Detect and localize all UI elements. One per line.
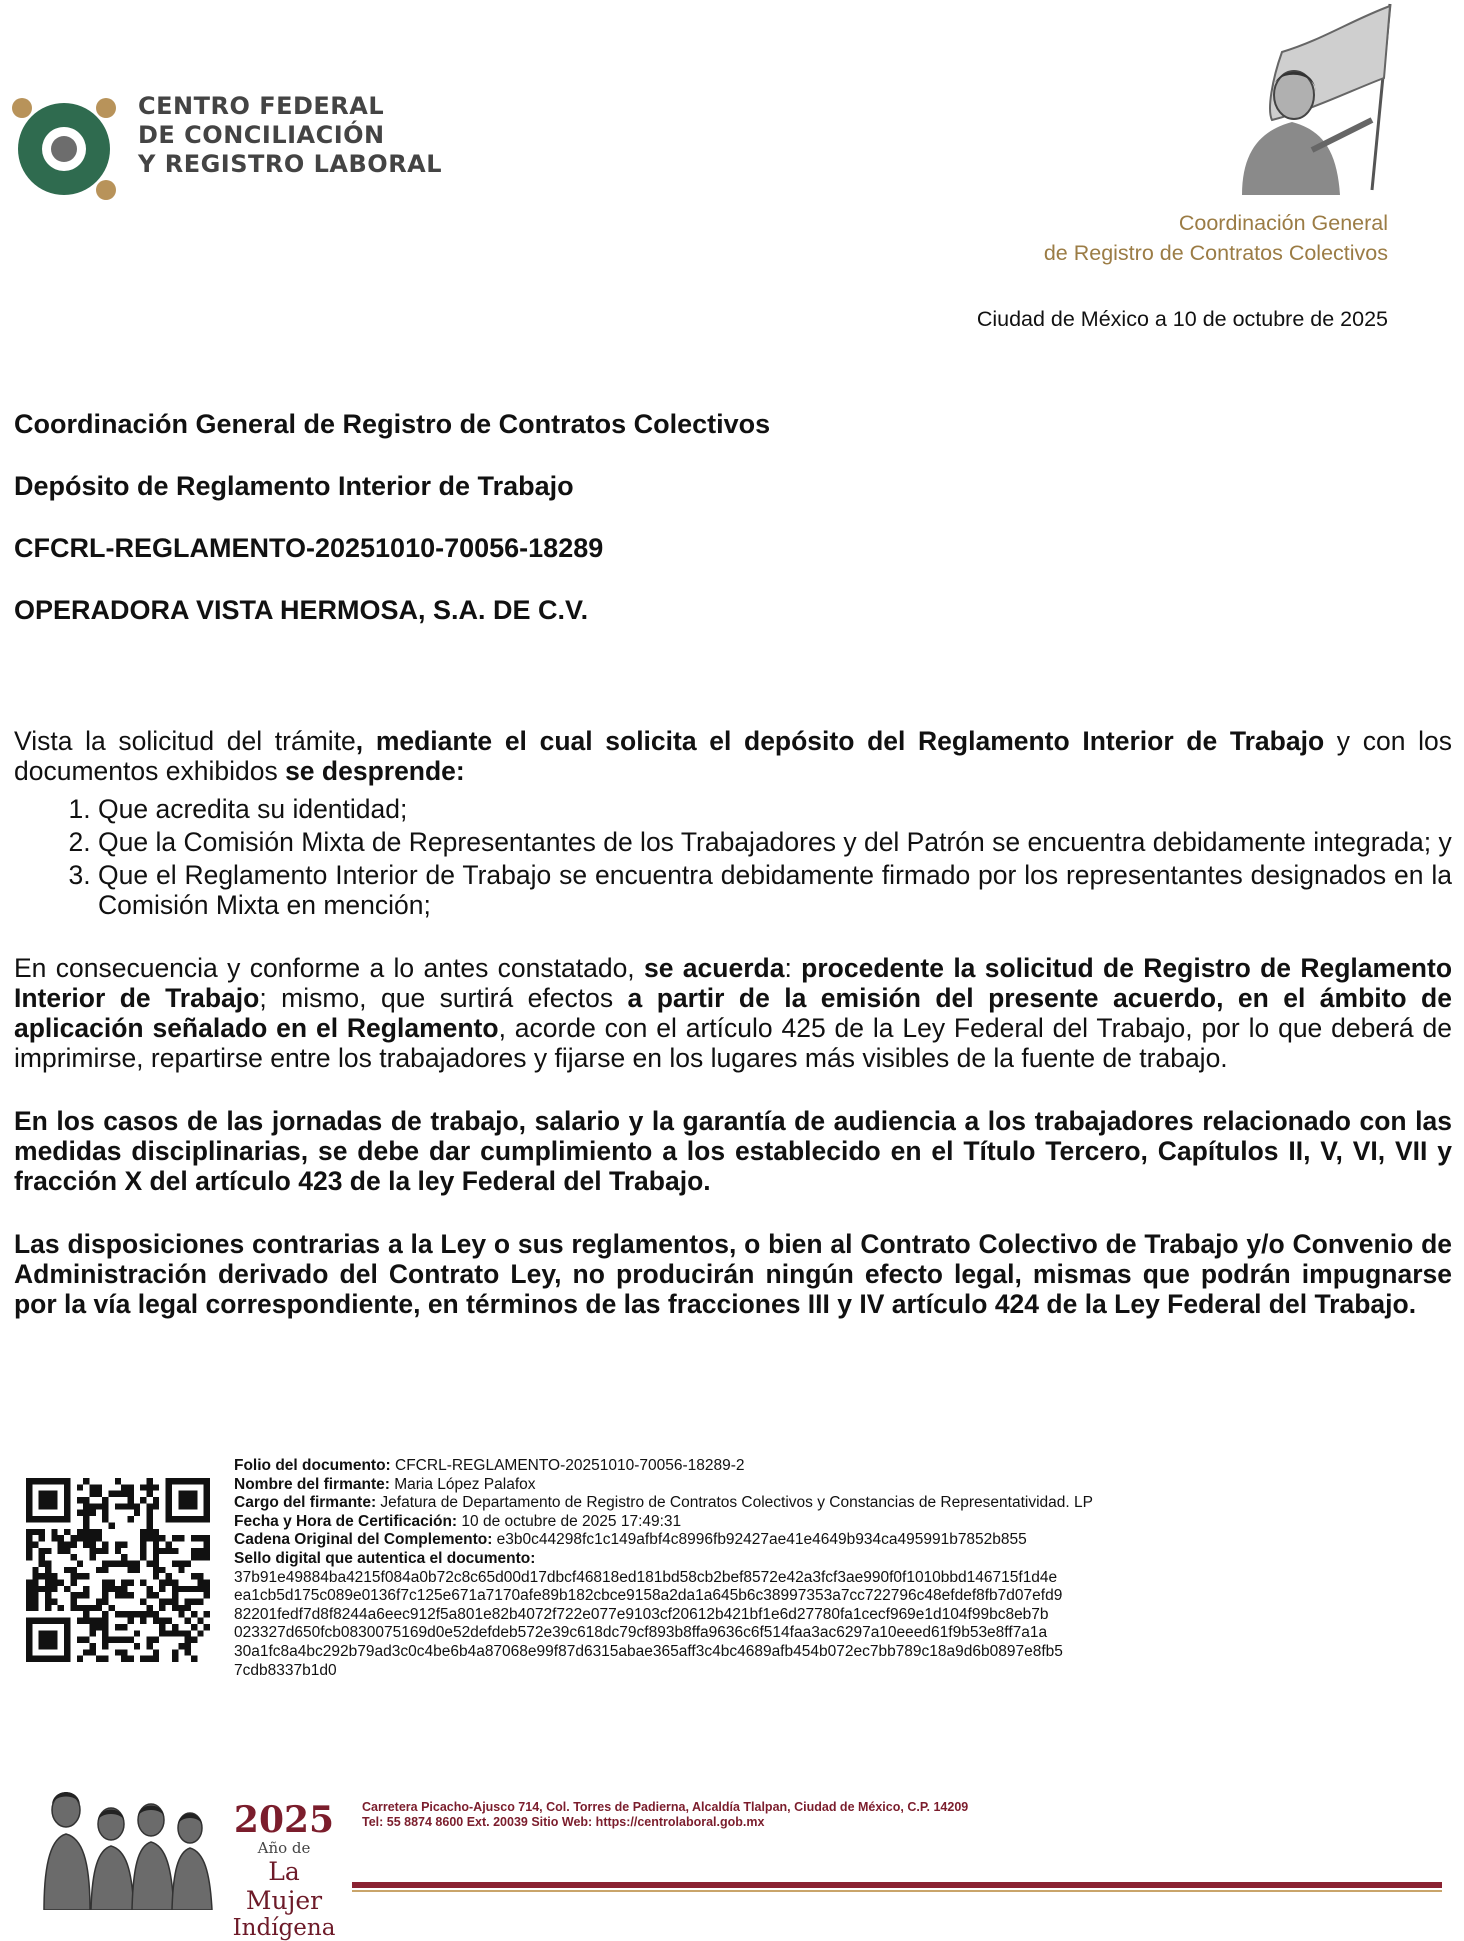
heroine-with-flag-illustration (1212, 0, 1412, 195)
intro-text-2: , mediante el cual solicita el depósito del Reglamento Interior de Trabajo (355, 726, 1325, 756)
intro-text-4: se desprende: (285, 756, 465, 786)
original-chain-value: e3b0c44298fc1c149afbf4c8996fb92427ae41e4649b934ca495991b7852b855 (492, 1531, 1027, 1549)
signer-position-row (234, 1494, 1093, 1513)
cfcrl-logo (8, 92, 458, 192)
seal-line: 82201fedf7d8f8244a6eec912f5a801e82b4072f722e077e9103cf20612b421bf1e6d27780fa1cecf969e1d104f99bc8eb7b (234, 1605, 1049, 1623)
signer-name-row (234, 1476, 1093, 1495)
resolution-text-4: procedente la solicitud de Registro de Reglamento Interior de Trabajo (14, 953, 1453, 1013)
coordination-line-2: de Registro de Contratos Colectivos (1043, 241, 1388, 265)
jornadas-text: En los casos de las jornadas de trabajo, salario y la garantía de audiencia a los trabajadores relacionado con las medidas disciplinarias, se debe dar cumplimiento a los establecido en el Título Tercero, Capítulos II, V, VI, VII y fracción X del artículo 423 de la ley Federal del Trabajo. (14, 1106, 1452, 1196)
year-line-2: Indígena (232, 1915, 336, 1941)
folio-row (234, 1457, 1093, 1476)
original-chain-label: Cadena Original del Complemento: (234, 1531, 493, 1549)
seal-line: 023327d650fcb0830075169d0e52defdeb572e39c618dc79cf893b8ffa9636c6f514faa3ac6297a10eeed61f9b53e8ff7a1a (234, 1624, 1048, 1642)
original-chain-row (234, 1531, 1093, 1550)
certification-datetime-row (234, 1513, 1093, 1532)
footer-phone-website: Tel: 55 8874 8600 Ext. 20039 Sitio Web: https://centrolaboral.gob.mx (362, 1815, 765, 1829)
folio-label: Folio del documento: (234, 1457, 391, 1474)
indigenous-women-illustration (36, 1780, 216, 1910)
resolution-paragraph (14, 953, 1452, 1073)
intro-paragraph (14, 726, 1452, 786)
disposiciones-text: Las disposiciones contrarias a la Ley o sus reglamentos, o bien al Contrato Colectivo de Trabajo y/o Convenio de Administración derivado del Contrato Ley, no producirán ningún efecto legal, mismas que podrán impugnarse por la vía legal correspondiente, en términos de las fracciones III y IV artículo 424 de la Ley Federal del Trabajo. (14, 1229, 1452, 1319)
logo-line-2: DE CONCILIACIÓN (138, 121, 385, 149)
list-item: 3. Que el Reglamento Interior de Trabajo se encuentra debidamente firmado por los representantes designados en la Comisión Mixta en mención; (98, 860, 1452, 920)
cfcrl-emblem-icon (8, 94, 128, 204)
year-number: 2025 (233, 1799, 335, 1841)
resolution-text-1: En consecuencia y conforme a lo antes constatado, (14, 953, 644, 983)
findings-list (14, 794, 1452, 920)
footer-contact (362, 1800, 968, 1830)
jornadas-paragraph (14, 1106, 1452, 1196)
resolution-text-2: se acuerda (644, 953, 785, 983)
intro-text-3: y con los documentos exhibidos (14, 726, 1452, 786)
logo-line-3: Y REGISTRO LABORAL (138, 150, 443, 178)
folio-value: CFCRL-REGLAMENTO-20251010-70056-18289-2 (390, 1457, 745, 1474)
year-subtitle: Año de (257, 1839, 311, 1857)
intro-text-1: Vista la solicitud del trámite (14, 726, 356, 756)
logo-wordmark (138, 92, 442, 179)
heading-coordination: Coordinación General de Registro de Contratos Colectivos (14, 409, 771, 439)
year-line-1: La Mujer (245, 1857, 323, 1915)
heading-deposit: Depósito de Reglamento Interior de Trabajo (14, 471, 574, 501)
document-headings (14, 408, 1454, 656)
seal-line: 30a1fc8a4bc292b79ad3c0c4be6b4a87068e99f87d6315abae365aff3c4bc4689afb454b072ec7bb789c18a9d6b0897e8fb5 (234, 1642, 1063, 1660)
list-item: 1. Que acredita su identidad; (98, 794, 1452, 824)
signer-name-label: Nombre del firmante: (234, 1475, 390, 1493)
coordination-letterhead (1044, 208, 1388, 268)
digital-seal-label-row (234, 1550, 1093, 1569)
footer-divider (352, 1882, 1442, 1888)
resolution-text-6: a partir de la emisión del presente acuerdo, en el ámbito de aplicación señalado en el Reglamento (14, 983, 1452, 1043)
seal-line: ea1cb5d175c089e0136f7c125e671a7170afe89b182cbce9158a2da1a645b6c38997353a7cc722796c48efdef8fb7d07efd9 (234, 1587, 1063, 1605)
heading-folio: CFCRL-REGLAMENTO-20251010-70056-18289 (14, 533, 604, 563)
signer-name-value: Maria López Palafox (389, 1475, 536, 1493)
digital-seal-label: Sello digital que autentica el documento: (234, 1549, 536, 1567)
signer-position-value: Jefatura de Departamento de Registro de Contratos Colectivos y Constancias de Representatividad. LP (376, 1494, 1093, 1512)
disposiciones-paragraph (14, 1229, 1452, 1319)
seal-line: 37b91e49884ba4215f084a0b72c8c65d00d17dbcf46818ed181bd58cb2bef8572e42a3fcf3ae990f0f1010bbd146715f1d4e (234, 1568, 1058, 1586)
certification-datetime-label: Fecha y Hora de Certificación: (234, 1512, 458, 1530)
seal-line: 7cdb8337b1d0 (234, 1661, 337, 1679)
resolution-text-5: ; mismo, que surtirá efectos (259, 983, 628, 1013)
document-date: Ciudad de México a 10 de octubre de 2025 (976, 307, 1388, 331)
coordination-line-1: Coordinación General (1178, 211, 1388, 235)
digital-signature-block (234, 1457, 1093, 1680)
certification-datetime-value: 10 de octubre de 2025 17:49:31 (457, 1512, 682, 1530)
resolution-text-3: : (784, 953, 802, 983)
signer-position-label: Cargo del firmante: (234, 1494, 377, 1512)
heading-company: OPERADORA VISTA HERMOSA, S.A. DE C.V. (14, 595, 589, 625)
resolution-text-7: , acorde con el artículo 425 de la Ley Federal del Trabajo, por lo que deberá de imprimirse, repartirse entre los trabajadores y fijarse en los lugares más visibles de la fuente de trabajo. (14, 1013, 1452, 1073)
logo-line-1: CENTRO FEDERAL (138, 92, 385, 120)
footer-divider-accent (352, 1890, 1442, 1892)
footer-address: Carretera Picacho-Ajusco 714, Col. Torres de Padierna, Alcaldía Tlalpan, Ciudad de México, C.P. 14209 (362, 1800, 969, 1814)
qr-code (26, 1478, 210, 1662)
document-body (14, 726, 1452, 1352)
list-item: 2. Que la Comisión Mixta de Representantes de los Trabajadores y del Patrón se encuentra debidamente integrada; y (98, 827, 1452, 857)
